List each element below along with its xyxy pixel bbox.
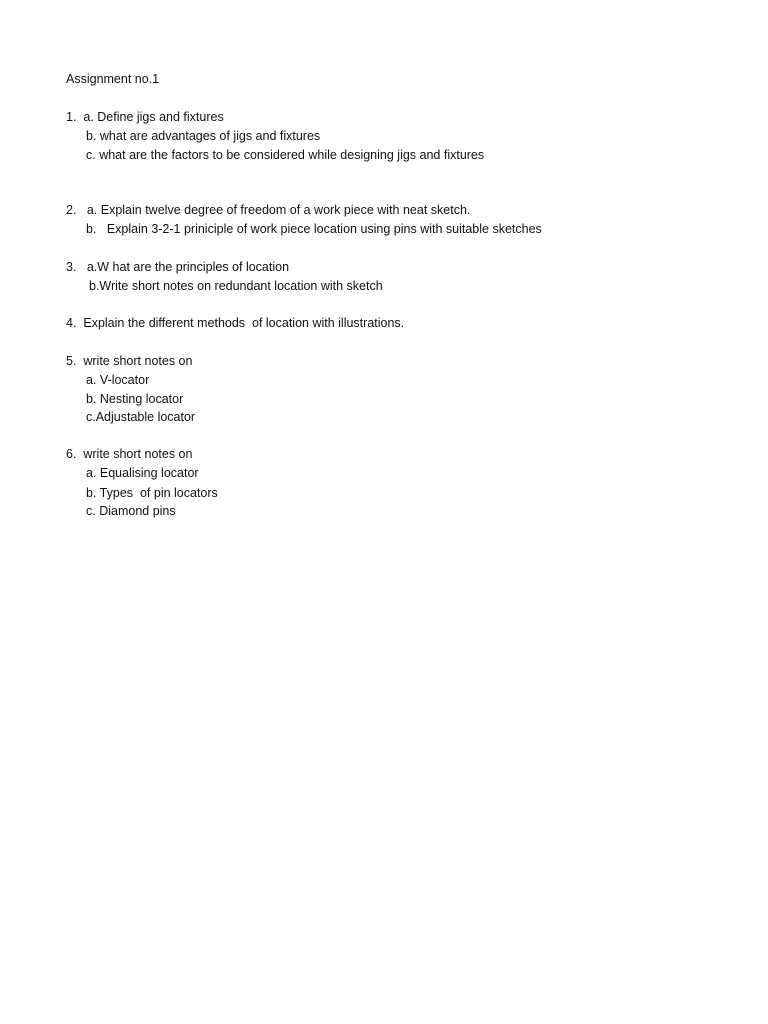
question-3-line-a: 3. a.W hat are the principles of location xyxy=(66,260,290,274)
question-5-line-heading: 5. write short notes on xyxy=(66,354,193,368)
question-5-line-a: a. V-locator xyxy=(86,373,150,387)
question-4-line: 4. Explain the different methods of location with illustrations. xyxy=(66,316,405,330)
question-6-line-a: a. Equalising locator xyxy=(86,466,199,480)
document-title: Assignment no.1 xyxy=(66,72,160,86)
question-5-line-b: b. Nesting locator xyxy=(86,392,184,406)
question-2-line-b: b. Explain 3-2-1 priniciple of work piece location using pins with suitable sketches xyxy=(86,222,542,236)
question-1-line-c: c. what are the factors to be considered while designing jigs and fixtures xyxy=(86,148,485,162)
question-6-line-c: c. Diamond pins xyxy=(86,504,176,518)
question-6-line-b: b. Types of pin locators xyxy=(86,486,218,500)
question-1-line-b: b. what are advantages of jigs and fixtures xyxy=(86,129,321,143)
question-3-line-b: b.Write short notes on redundant location with sketch xyxy=(89,279,383,293)
question-5-line-c: c.Adjustable locator xyxy=(86,410,196,424)
question-1-line-a: 1. a. Define jigs and fixtures xyxy=(66,110,224,124)
question-2-line-a: 2. a. Explain twelve degree of freedom of a work piece with neat sketch. xyxy=(66,203,471,217)
question-6-line-heading: 6. write short notes on xyxy=(66,447,193,461)
